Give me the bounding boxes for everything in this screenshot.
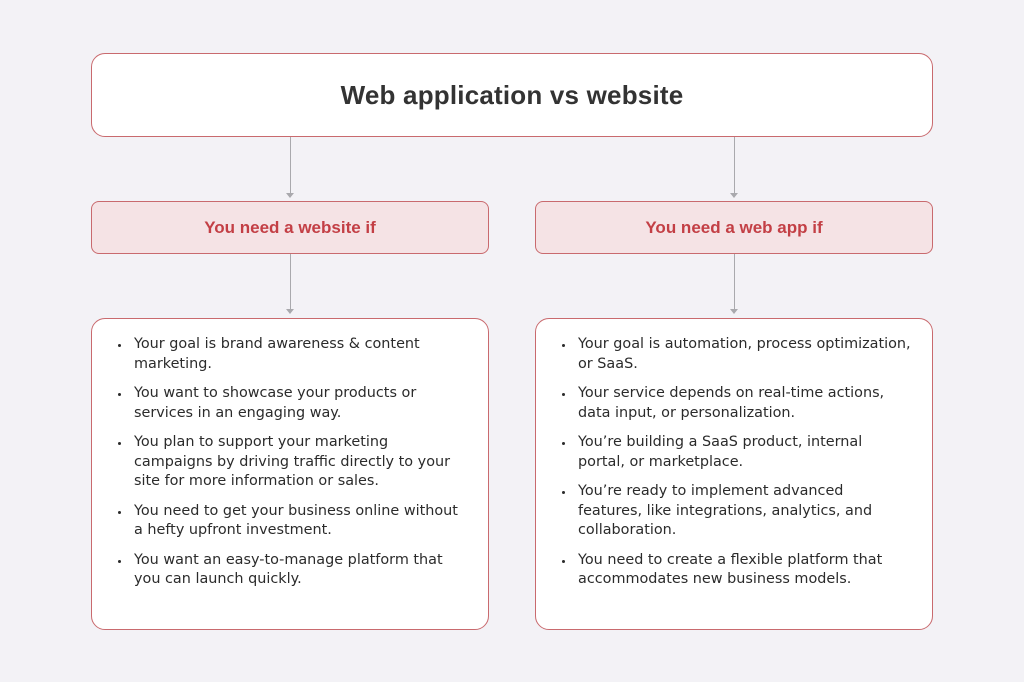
webapp-reasons-box	[535, 318, 933, 630]
list-item: You’re building a SaaS product, internal portal, or marketplace.	[559, 433, 912, 472]
arrow-down-icon	[730, 193, 738, 198]
list-item: You want to showcase your products or services in an engaging way.	[115, 384, 468, 423]
diagram-title: Web application vs website	[340, 79, 684, 110]
connector-webapp-to-list	[734, 254, 735, 311]
connector-website-to-list	[290, 254, 291, 311]
list-item: Your service depends on real-time actions, data input, or personalization.	[559, 384, 912, 423]
connector-title-to-webapp	[734, 137, 735, 195]
arrow-down-icon	[730, 309, 738, 314]
list-item: You plan to support your marketing campaigns by driving traffic directly to your site for more information or sales.	[115, 433, 468, 492]
website-reasons-box	[91, 318, 489, 630]
list-item: Your goal is automation, process optimization, or SaaS.	[559, 335, 912, 374]
website-heading: You need a website if	[204, 217, 376, 237]
list-item: You’re ready to implement advanced features, like integrations, analytics, and collaboration.	[559, 482, 912, 541]
arrow-down-icon	[286, 309, 294, 314]
connector-title-to-website	[290, 137, 291, 195]
website-heading-box	[91, 201, 489, 254]
list-item: You want an easy-to-manage platform that you can launch quickly.	[115, 551, 468, 590]
diagram-title-box	[91, 53, 933, 137]
webapp-heading: You need a web app if	[645, 217, 823, 237]
arrow-down-icon	[286, 193, 294, 198]
webapp-reasons-list	[536, 319, 932, 590]
webapp-heading-box	[535, 201, 933, 254]
website-reasons-list	[92, 319, 488, 590]
list-item: You need to create a flexible platform that accommodates new business models.	[559, 551, 912, 590]
list-item: You need to get your business online without a hefty upfront investment.	[115, 502, 468, 541]
list-item: Your goal is brand awareness & content marketing.	[115, 335, 468, 374]
